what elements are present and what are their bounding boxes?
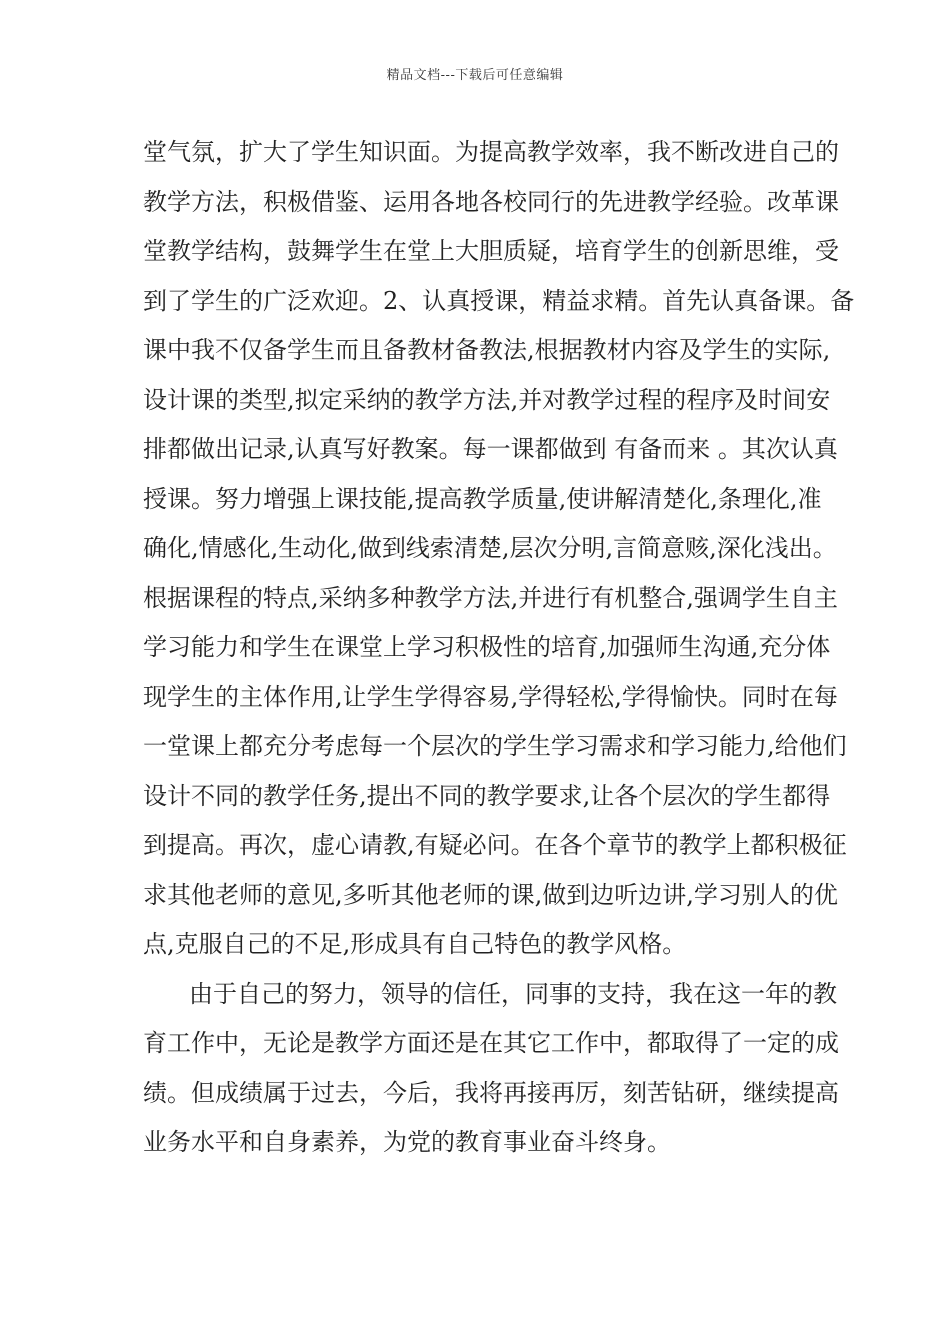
text-line: 教学方法，积极借鉴、运用各地各校同行的先进教学经验。改革课: [143, 187, 839, 216]
text-line: 课中我不仅备学生而且备教材备教法,根据教材内容及学生的实际,: [143, 336, 831, 364]
text-line: 根据课程的特点,采纳多种教学方法,并进行有机整合,强调学生自主: [143, 583, 838, 612]
text-line: 确化,情感化,生动化,做到线索清楚,层次分明,言简意赅,深化浅出。: [143, 534, 837, 562]
text-line: 到了学生的广泛欢迎。2、认真授课，精益求精。首先认真备课。备: [143, 286, 855, 315]
text-line-indented: 由于自己的努力，领导的信任，同事的支持，我在这一年的教: [189, 979, 837, 1008]
page-header: 精品文档---下载后可任意编辑: [386, 68, 564, 83]
text-line: 排都做出记录,认真写好教案。每一课都做到 有备而来 。其次认真: [143, 435, 838, 463]
text-line: 设计课的类型,拟定采纳的教学方法,并对教学过程的程序及时间安: [143, 385, 831, 414]
text-line: 设计不同的教学任务,提出不同的教学要求,让各个层次的学生都得: [143, 781, 831, 810]
text-line: 学习能力和学生在课堂上学习积极性的培育,加强师生沟通,充分体: [143, 633, 831, 661]
text-line: 堂教学结构，鼓舞学生在堂上大胆质疑，培育学生的创新思维，受: [143, 237, 839, 265]
text-line: 点,克服自己的不足,形成具有自己特色的教学风格。: [143, 930, 687, 958]
text-line: 绩。但成绩属于过去，今后，我将再接再厉，刻苦钻研，继续提高: [143, 1078, 839, 1107]
paragraph-1: [143, 128, 855, 970]
text-line: 求其他老师的意见,多听其他老师的课,做到边听边讲,学习别人的优: [143, 880, 838, 909]
text-line: 一堂课上都充分考虑每一个层次的学生学习需求和学习能力,给他们: [143, 732, 847, 760]
text-line: 到提高。再次，虚心请教,有疑必问。在各个章节的教学上都积极征: [143, 831, 847, 859]
text-line: 业务水平和自身素养，为党的教育事业奋斗终身。: [143, 1128, 671, 1156]
text-line: 现学生的主体作用,让学生学得容易,学得轻松,学得愉快。同时在每: [143, 682, 838, 711]
text-line: 授课。努力增强上课技能,提高教学质量,使讲解清楚化,条理化,准: [143, 484, 822, 513]
text-line: 堂气氛，扩大了学生知识面。为提高教学效率，我不断改进自己的: [143, 138, 839, 166]
text-line: 育工作中，无论是教学方面还是在其它工作中，都取得了一定的成: [143, 1029, 839, 1057]
paragraph-2: [143, 970, 839, 1168]
document-body: [143, 128, 855, 1168]
